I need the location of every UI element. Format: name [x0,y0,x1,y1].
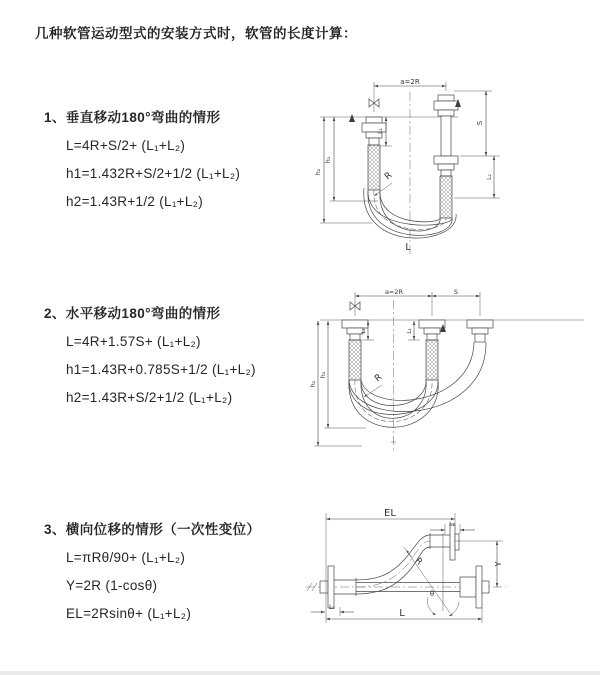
label-l-bottom: L [405,242,411,253]
label-l: L [399,608,405,619]
label-l2: L₂ [329,604,335,611]
dimension-a2r [355,288,480,316]
label-r: R [412,556,425,568]
label-a2r: a=2R [400,78,420,86]
formula-line: EL=2Rsinθ+ (L₁+L₂) [66,606,192,621]
formula-line: L=4R+S/2+ (L₁+L₂) [66,138,186,153]
diagram-lateral-displacement [298,503,528,663]
pipe-fitting-left [362,117,386,190]
dimension-l [326,608,482,623]
dimension-l2-fitting [311,604,354,616]
label-y: Y [494,561,503,567]
label-l1: L₁ [361,328,367,334]
label-l1: L₁ [377,128,384,134]
formula-line: Y=2R (1-cosθ) [66,578,158,593]
page-title: 几种软管运动型式的安装方式时，软管的长度计算： [35,26,357,41]
section-vertical-movement [44,104,240,216]
flange-right [460,566,489,608]
label-h1: h₁ [319,371,327,379]
label-l2: L₂ [486,174,493,180]
pipe-fitting-middle [419,320,445,380]
scan-edge [0,671,600,675]
pipe-fitting-right [467,320,493,342]
formula-line: h1=1.43R+0.785S+1/2 (L₁+L₂) [66,362,256,377]
radius-callout [364,373,384,397]
dimension-h2 [314,117,372,223]
dimension-l2-fitting [454,156,500,198]
dimension-l2-fitting [407,321,420,340]
formula-line: h2=1.43R+1/2 (L₁+L₂) [66,194,204,209]
label-h2: h₂ [309,380,317,388]
dimension-s [432,288,480,296]
section-lateral-displacement [44,516,260,628]
diagram-vertical-u-bend [308,76,598,262]
hose-u-curves-position2 [349,342,486,412]
label-h1: h₁ [324,156,332,164]
formula-line: h1=1.432R+S/2+1/2 (L₁+L₂) [66,166,241,181]
diagram-horizontal-u-bend [306,280,598,466]
formula-line: h2=1.43R+S/2+1/2 (L₁+L₂) [66,390,233,405]
label-a2r: a=2R [384,288,404,296]
label-s: S [476,120,484,126]
label-l1: L₁ [449,521,455,528]
section-3-heading: 3、横向位移的情形（一次性变位） [44,522,261,537]
formula-line: L=4R+1.57S+ (L₁+L₂) [66,334,201,349]
section-horizontal-movement [44,300,256,412]
label-r: R [373,372,385,385]
section-2-heading: 2、水平移动180°弯曲的情形 [44,306,221,321]
section-1-heading: 1、垂直移动180°弯曲的情形 [44,110,221,125]
construction-lines [404,533,450,613]
dimension-el [326,508,455,623]
dimension-s [454,91,500,156]
label-el: EL [384,508,396,519]
label-theta: θ [429,590,435,598]
label-l2: L₂ [407,328,413,334]
pipe-fitting-right [434,95,458,218]
label-r: R [383,170,395,183]
flange-upper [430,524,459,560]
label-s: S [453,288,459,296]
label-h2: h₂ [314,168,322,176]
flange-left [320,566,356,608]
formula-line: L=πRθ/90+ (L₁+L₂) [66,550,186,565]
